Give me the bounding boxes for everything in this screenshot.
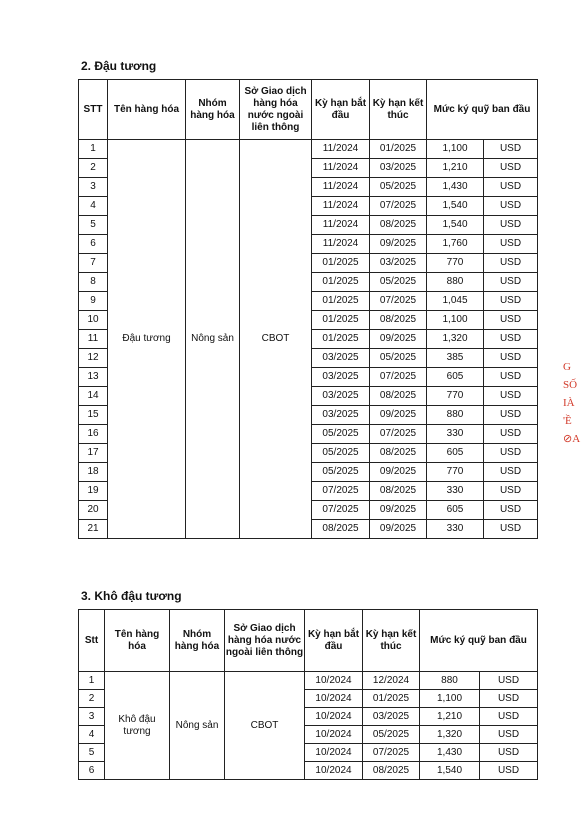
cell-stt: 5 bbox=[79, 744, 105, 762]
cell-margin-currency: USD bbox=[484, 349, 538, 368]
cell-margin-amount: 770 bbox=[427, 254, 484, 273]
header-start-term: Kỳ hạn bắt đầu bbox=[312, 80, 370, 140]
header-commodity-name: Tên hàng hóa bbox=[108, 80, 186, 140]
cell-margin-amount: 1,320 bbox=[427, 330, 484, 349]
cell-margin-amount: 605 bbox=[427, 501, 484, 520]
header-initial-margin: Mức ký quỹ ban đầu bbox=[420, 610, 538, 672]
cell-margin-currency: USD bbox=[484, 501, 538, 520]
cell-foreign-exchange: CBOT bbox=[240, 140, 312, 539]
cell-start-term: 11/2024 bbox=[312, 216, 370, 235]
cell-margin-currency: USD bbox=[484, 292, 538, 311]
cell-end-term: 05/2025 bbox=[370, 273, 427, 292]
section-title-dau-tuong: 2. Đậu tương bbox=[81, 59, 157, 73]
cell-start-term: 01/2025 bbox=[312, 292, 370, 311]
cell-stt: 4 bbox=[79, 726, 105, 744]
cell-start-term: 03/2025 bbox=[312, 368, 370, 387]
cell-margin-amount: 1,540 bbox=[427, 216, 484, 235]
cell-margin-amount: 385 bbox=[427, 349, 484, 368]
cell-start-term: 01/2025 bbox=[312, 273, 370, 292]
header-commodity-name: Tên hàng hóa bbox=[105, 610, 170, 672]
cell-stt: 20 bbox=[79, 501, 108, 520]
cell-end-term: 07/2025 bbox=[370, 425, 427, 444]
cell-margin-currency: USD bbox=[484, 197, 538, 216]
cell-margin-amount: 1,045 bbox=[427, 292, 484, 311]
cell-stt: 2 bbox=[79, 690, 105, 708]
cell-margin-amount: 880 bbox=[420, 672, 480, 690]
cell-start-term: 01/2025 bbox=[312, 311, 370, 330]
stamp-fragment: ⊘A bbox=[563, 433, 581, 445]
header-stt: Stt bbox=[79, 610, 105, 672]
cell-margin-amount: 770 bbox=[427, 463, 484, 482]
cell-stt: 2 bbox=[79, 159, 108, 178]
cell-end-term: 09/2025 bbox=[370, 406, 427, 425]
header-commodity-group: Nhóm hàng hóa bbox=[170, 610, 225, 672]
cell-foreign-exchange: CBOT bbox=[225, 672, 305, 780]
cell-end-term: 09/2025 bbox=[370, 330, 427, 349]
cell-start-term: 11/2024 bbox=[312, 235, 370, 254]
cell-margin-amount: 1,430 bbox=[427, 178, 484, 197]
header-stt: STT bbox=[79, 80, 108, 140]
cell-margin-currency: USD bbox=[484, 330, 538, 349]
cell-end-term: 09/2025 bbox=[370, 501, 427, 520]
cell-margin-currency: USD bbox=[484, 482, 538, 501]
cell-margin-currency: USD bbox=[484, 159, 538, 178]
cell-start-term: 10/2024 bbox=[305, 690, 363, 708]
cell-end-term: 03/2025 bbox=[370, 254, 427, 273]
cell-margin-currency: USD bbox=[484, 387, 538, 406]
cell-end-term: 01/2025 bbox=[370, 140, 427, 159]
cell-margin-currency: USD bbox=[484, 406, 538, 425]
cell-start-term: 10/2024 bbox=[305, 762, 363, 780]
cell-stt: 12 bbox=[79, 349, 108, 368]
cell-stt: 10 bbox=[79, 311, 108, 330]
cell-margin-currency: USD bbox=[484, 216, 538, 235]
cell-end-term: 03/2025 bbox=[370, 159, 427, 178]
stamp-fragment: SỐ bbox=[563, 379, 578, 391]
cell-margin-amount: 1,760 bbox=[427, 235, 484, 254]
cell-stt: 1 bbox=[79, 672, 105, 690]
cell-start-term: 01/2025 bbox=[312, 330, 370, 349]
cell-stt: 17 bbox=[79, 444, 108, 463]
cell-stt: 9 bbox=[79, 292, 108, 311]
cell-start-term: 01/2025 bbox=[312, 254, 370, 273]
cell-stt: 1 bbox=[79, 140, 108, 159]
cell-margin-amount: 1,100 bbox=[427, 311, 484, 330]
header-commodity-group: Nhóm hàng hóa bbox=[186, 80, 240, 140]
cell-start-term: 11/2024 bbox=[312, 140, 370, 159]
cell-stt: 21 bbox=[79, 520, 108, 539]
cell-stt: 3 bbox=[79, 178, 108, 197]
header-start-term: Kỳ hạn bắt đầu bbox=[305, 610, 363, 672]
cell-start-term: 03/2025 bbox=[312, 349, 370, 368]
cell-margin-currency: USD bbox=[484, 178, 538, 197]
cell-stt: 6 bbox=[79, 235, 108, 254]
cell-start-term: 05/2025 bbox=[312, 463, 370, 482]
margin-table-dau-tuong bbox=[78, 79, 538, 539]
cell-end-term: 05/2025 bbox=[370, 178, 427, 197]
cell-margin-currency: USD bbox=[484, 444, 538, 463]
cell-stt: 13 bbox=[79, 368, 108, 387]
stamp-fragment: G bbox=[563, 361, 571, 373]
cell-end-term: 09/2025 bbox=[370, 235, 427, 254]
cell-margin-currency: USD bbox=[480, 708, 538, 726]
cell-margin-currency: USD bbox=[484, 273, 538, 292]
cell-stt: 7 bbox=[79, 254, 108, 273]
header-end-term: Kỳ hạn kết thúc bbox=[363, 610, 420, 672]
cell-end-term: 12/2024 bbox=[363, 672, 420, 690]
cell-end-term: 05/2025 bbox=[363, 726, 420, 744]
cell-margin-amount: 1,540 bbox=[427, 197, 484, 216]
cell-end-term: 03/2025 bbox=[363, 708, 420, 726]
cell-end-term: 08/2025 bbox=[370, 311, 427, 330]
cell-start-term: 10/2024 bbox=[305, 744, 363, 762]
cell-stt: 8 bbox=[79, 273, 108, 292]
cell-margin-currency: USD bbox=[484, 520, 538, 539]
cell-stt: 18 bbox=[79, 463, 108, 482]
cell-start-term: 05/2025 bbox=[312, 444, 370, 463]
cell-margin-amount: 330 bbox=[427, 425, 484, 444]
cell-margin-amount: 1,210 bbox=[427, 159, 484, 178]
cell-margin-currency: USD bbox=[480, 726, 538, 744]
cell-start-term: 10/2024 bbox=[305, 708, 363, 726]
stamp-fragment: 'Ề bbox=[563, 415, 572, 427]
cell-start-term: 11/2024 bbox=[312, 178, 370, 197]
cell-start-term: 10/2024 bbox=[305, 672, 363, 690]
cell-stt: 15 bbox=[79, 406, 108, 425]
cell-stt: 6 bbox=[79, 762, 105, 780]
cell-end-term: 08/2025 bbox=[370, 444, 427, 463]
cell-margin-currency: USD bbox=[484, 140, 538, 159]
cell-margin-currency: USD bbox=[484, 235, 538, 254]
table-row bbox=[79, 140, 538, 159]
cell-end-term: 08/2025 bbox=[370, 482, 427, 501]
cell-end-term: 05/2025 bbox=[370, 349, 427, 368]
cell-start-term: 07/2025 bbox=[312, 501, 370, 520]
cell-margin-currency: USD bbox=[484, 368, 538, 387]
cell-margin-amount: 1,430 bbox=[420, 744, 480, 762]
margin-table-kho-dau-tuong bbox=[78, 609, 538, 780]
header-foreign-exchange: Sở Giao dịch hàng hóa nước ngoài liên thông bbox=[240, 80, 312, 140]
cell-commodity-name: Đậu tương bbox=[108, 140, 186, 539]
cell-margin-amount: 330 bbox=[427, 520, 484, 539]
cell-end-term: 07/2025 bbox=[363, 744, 420, 762]
cell-stt: 16 bbox=[79, 425, 108, 444]
cell-margin-currency: USD bbox=[480, 744, 538, 762]
cell-start-term: 10/2024 bbox=[305, 726, 363, 744]
header-initial-margin: Mức ký quỹ ban đầu bbox=[427, 80, 538, 140]
cell-end-term: 08/2025 bbox=[370, 387, 427, 406]
cell-margin-currency: USD bbox=[480, 672, 538, 690]
cell-start-term: 03/2025 bbox=[312, 406, 370, 425]
cell-margin-amount: 1,210 bbox=[420, 708, 480, 726]
cell-margin-currency: USD bbox=[484, 463, 538, 482]
cell-margin-amount: 880 bbox=[427, 273, 484, 292]
cell-margin-amount: 1,540 bbox=[420, 762, 480, 780]
cell-end-term: 07/2025 bbox=[370, 368, 427, 387]
cell-margin-currency: USD bbox=[484, 254, 538, 273]
cell-commodity-group: Nông sản bbox=[170, 672, 225, 780]
cell-margin-amount: 330 bbox=[427, 482, 484, 501]
cell-start-term: 07/2025 bbox=[312, 482, 370, 501]
red-stamp-seal bbox=[563, 358, 587, 478]
cell-commodity-name: Khô đậu tương bbox=[105, 672, 170, 780]
cell-start-term: 05/2025 bbox=[312, 425, 370, 444]
cell-margin-amount: 1,100 bbox=[420, 690, 480, 708]
section-title-kho-dau-tuong: 3. Khô đậu tương bbox=[81, 589, 182, 603]
cell-end-term: 08/2025 bbox=[363, 762, 420, 780]
table-row bbox=[79, 672, 538, 690]
cell-stt: 4 bbox=[79, 197, 108, 216]
cell-margin-amount: 1,320 bbox=[420, 726, 480, 744]
cell-margin-amount: 605 bbox=[427, 444, 484, 463]
cell-end-term: 09/2025 bbox=[370, 463, 427, 482]
cell-margin-currency: USD bbox=[484, 311, 538, 330]
cell-end-term: 07/2025 bbox=[370, 292, 427, 311]
cell-stt: 19 bbox=[79, 482, 108, 501]
cell-end-term: 09/2025 bbox=[370, 520, 427, 539]
cell-margin-amount: 1,100 bbox=[427, 140, 484, 159]
cell-start-term: 08/2025 bbox=[312, 520, 370, 539]
cell-margin-currency: USD bbox=[484, 425, 538, 444]
cell-margin-currency: USD bbox=[480, 690, 538, 708]
cell-end-term: 01/2025 bbox=[363, 690, 420, 708]
cell-end-term: 08/2025 bbox=[370, 216, 427, 235]
cell-commodity-group: Nông sản bbox=[186, 140, 240, 539]
cell-end-term: 07/2025 bbox=[370, 197, 427, 216]
header-end-term: Kỳ hạn kết thúc bbox=[370, 80, 427, 140]
cell-stt: 14 bbox=[79, 387, 108, 406]
cell-margin-amount: 605 bbox=[427, 368, 484, 387]
cell-start-term: 11/2024 bbox=[312, 197, 370, 216]
cell-stt: 5 bbox=[79, 216, 108, 235]
cell-margin-currency: USD bbox=[480, 762, 538, 780]
cell-start-term: 11/2024 bbox=[312, 159, 370, 178]
cell-start-term: 03/2025 bbox=[312, 387, 370, 406]
cell-margin-amount: 880 bbox=[427, 406, 484, 425]
header-foreign-exchange: Sở Giao dịch hàng hóa nước ngoài liên thông bbox=[225, 610, 305, 672]
cell-stt: 3 bbox=[79, 708, 105, 726]
stamp-fragment: IÀ bbox=[563, 397, 575, 409]
cell-stt: 11 bbox=[79, 330, 108, 349]
cell-margin-amount: 770 bbox=[427, 387, 484, 406]
